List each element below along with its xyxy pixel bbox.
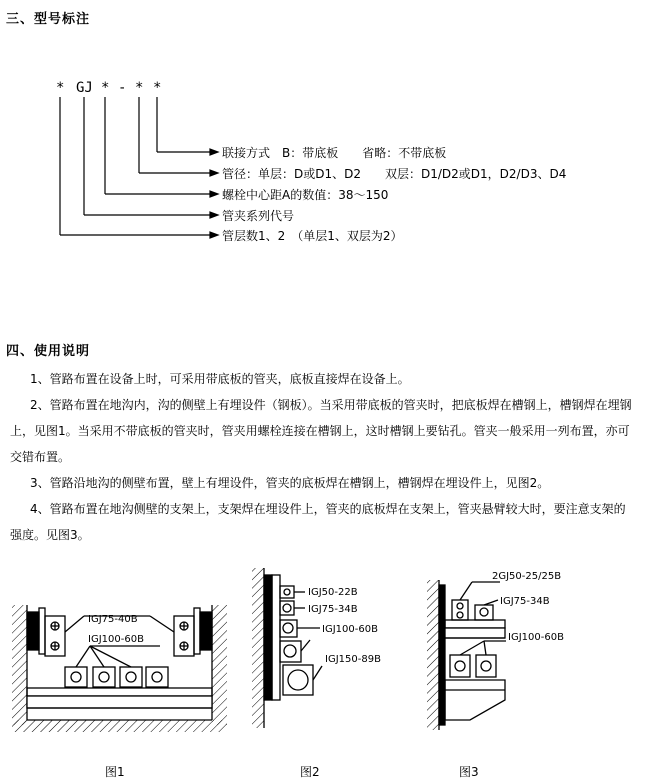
figure-3 [427, 580, 506, 730]
fig2-caption: 图2 [300, 765, 320, 779]
model-star-4: * [153, 80, 162, 96]
legend-pipe-diameter: 管径：单层：D或D1、D2 双层：D1/D2或D1，D2/D3、D4 [222, 167, 567, 181]
fig2-label-2: IGJ75-34B [308, 604, 358, 615]
section-3-heading: 三、型号标注 [6, 12, 91, 27]
fig3-label-2: IGJ75-34B [500, 596, 550, 607]
model-star-3: * [135, 80, 144, 96]
model-gj: GJ [76, 80, 93, 96]
legend-bolt-distance: 螺栓中心距A的数值：38～150 [222, 188, 389, 202]
legend-layer-count: 管层数1、2 （单层1、双层为2） [222, 229, 403, 243]
fig1-label-1: IGJ75-40B [88, 614, 138, 625]
fig2-label-1: IGJ50-22B [308, 587, 358, 598]
fig2-label-4: IGJ150-89B [325, 654, 381, 665]
model-star-2: * [101, 80, 110, 96]
fig3-label-3: IGJ100-60B [508, 632, 564, 643]
fig1-label-2: IGJ100-60B [88, 634, 144, 645]
usage-paragraph-4: 4、管路布置在地沟侧壁的支架上，支架焊在埋设件上，管夹的底板焊在支架上，管夹悬臂较大时，要注意支架的强度。见图3。 [10, 502, 626, 542]
fig1-caption: 图1 [105, 765, 125, 779]
legend-series-code: 管夹系列代号 [222, 209, 295, 223]
legend-connection-type: 联接方式 B：带底板 省略：不带底板 [222, 146, 447, 160]
fig2-label-3: IGJ100-60B [322, 624, 378, 635]
usage-paragraph-1: 1、管路布置在设备上时，可采用带底板的管夹，底板直接焊在设备上。 [30, 372, 410, 386]
fig3-label-1: 2GJ50-25/25B [492, 571, 562, 582]
model-star-1: * [56, 80, 65, 96]
section-4-heading: 四、使用说明 [6, 344, 91, 359]
usage-paragraph-3: 3、管路沿地沟的侧壁布置，壁上有埋设件，管夹的底板焊在槽钢上，槽钢焊在埋设件上，见图2。 [30, 476, 550, 490]
model-dash: - [118, 80, 127, 96]
usage-paragraph-2: 2、管路布置在地沟内，沟的侧壁上有埋设件（钢板）。当采用带底板的管夹时，把底板焊在槽钢上，槽钢焊在埋钢上，见图1。当采用不带底板的管夹时，管夹用螺栓连接在槽钢上，这时槽钢上要钻孔。管夹一般采用一列布置，亦可交错布置。 [10, 398, 632, 464]
fig3-caption: 图3 [459, 765, 479, 779]
